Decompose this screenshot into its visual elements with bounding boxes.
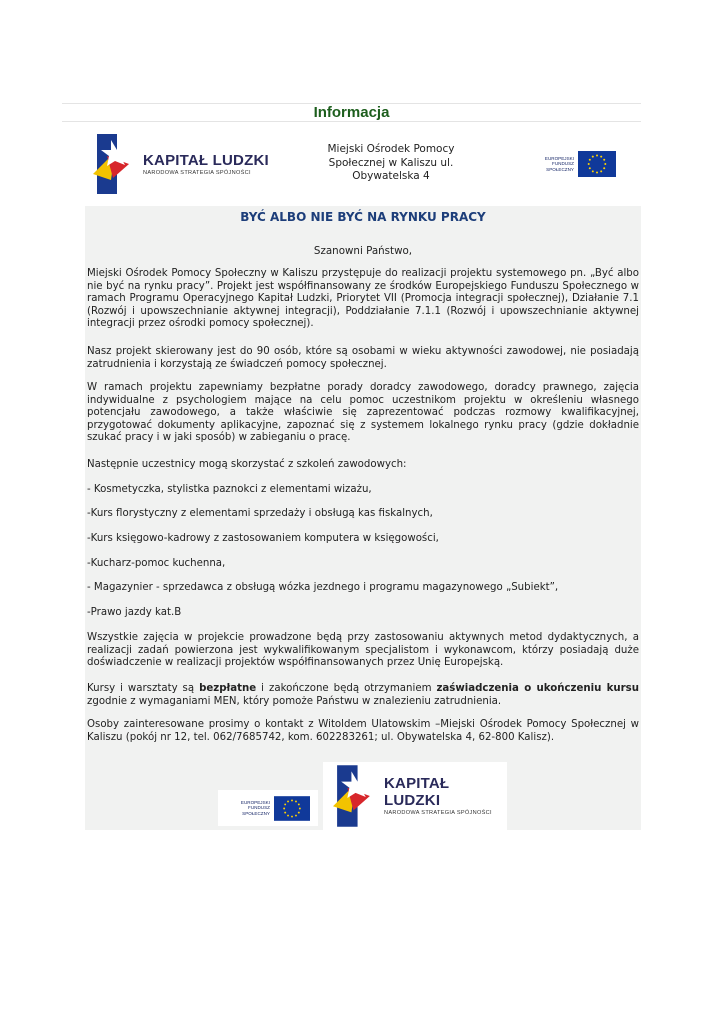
eu-fund-line1: EUROPEJSKI [544,155,574,161]
free-text: i zakończone będą otrzymaniem [256,683,437,694]
eu-fund-line2: FUNDUSZ SPOŁECZNY [242,805,270,816]
eu-flag-icon [274,796,310,821]
eu-fund-logo-footer [218,790,318,826]
address-line: Społecznej w Kaliszu ul. [328,156,454,169]
certificate-emphasis: zaświadczenia o ukończeniu kursu [436,683,639,694]
services-paragraph: W ramach projektu zapewniamy bezpłatne porady doradcy zawodowego, doradcy prawnego, zajęcia indywidualne z psychologiem mające na celu pomoc uczestnikom projektu w określeniu własnego potencjału zawodowego, a także właściwie się zaprezentować podczas rozmowy kwalifikacyjnej, przygotować dokumenty aplikacyjne, zapoznać się z systemem lokalnego rynku pracy (gdzie dokładnie szukać pracy i w jaki sposób) w zabieganiu o pracę. [87,382,639,443]
kapital-ludzki-logo-footer [323,762,507,830]
contact-paragraph: Osoby zainteresowane prosimy o kontakt z Witoldem Ulatowskim –Miejski Ośrodek Pomocy Społecznej w Kaliszu (pokój nr 12, tel. 062/7685742, kom. 602283261; ul. Obywatelska 4, 62-800 Kalisz). [87,719,639,743]
free-emphasis: bezpłatne [199,683,257,694]
announcement-content [85,206,641,830]
free-text: zgodnie z wymaganiami MEN, który pomoże Państwu w znalezieniu zatrudnienia. [87,695,502,707]
greeting: Szanowni Państwo, [313,245,413,257]
organization-address [313,143,469,184]
address-line: Obywatelska 4 [352,170,430,182]
eu-fund-line1: EUROPEJSKI [240,799,270,805]
eu-fund-logo [530,150,625,178]
kapital-ludzki-emblem-icon [333,765,376,827]
kapital-ludzki-emblem-icon [93,134,135,194]
project-intro-paragraph: Miejski Ośrodek Pomocy Społeczny w Kaliszu przystępuje do realizacji projektu systemowego pn. „Być albo nie być na rynku pracy”. Projekt jest współfinansowany ze środków Europejskiego Funduszu Społecznego w ramach Programu Operacyjnego Kapitał Ludzki, Priorytet VII (Promocja integracji społecznej), Działanie 7.1 (Rozwój i upowszechnianie aktywnej integracji), Poddziałanie 7.1.1 (Rozwój i upowszechnianie aktywnej integracji przez ośrodki pomocy społecznej). [87,268,639,329]
footer-logos [85,762,641,830]
course-item: -Prawo jazdy kat.B [87,607,182,618]
header-logos-row [85,126,641,206]
course-item: - Magazynier - sprzedawca z obsługą wózka jezdnego i programu magazynowego „Subiekt”, [87,582,559,593]
courses-intro-paragraph: Następnie uczestnicy mogą skorzystać z szkoleń zawodowych: [87,459,407,470]
address-line: Miejski Ośrodek Pomocy [327,143,455,155]
course-item: -Kurs księgowo-kadrowy z zastosowaniem komputera w księgowości, [87,533,439,544]
course-item: - Kosmetyczka, stylistka paznokci z elementami wizażu, [87,484,372,495]
target-group-paragraph: Nasz projekt skierowany jest do 90 osób, które są osobami w wieku aktywności zawodowej, nie posiadają zatrudnienia i korzystają ze świadczeń pomocy społecznej. [87,346,639,370]
project-heading: BYĆ ALBO NIE BYĆ NA RYNKU PRACY [240,210,486,224]
course-item: -Kurs florystyczny z elementami sprzedaży i obsługą kas fiskalnych, [87,508,433,519]
kapital-ludzki-title: KAPITAŁ LUDZKI [384,775,450,809]
kapital-ludzki-logo [93,134,283,194]
course-item: -Kucharz-pomoc kuchenna, [87,558,226,569]
eu-flag-icon [578,151,616,177]
kapital-ludzki-title: KAPITAŁ LUDZKI [143,151,269,169]
kapital-ludzki-subtitle: NARODOWA STRATEGIA SPÓJNOŚCI [143,169,251,176]
section-title: Informacja [313,104,390,121]
kapital-ludzki-subtitle: NARODOWA STRATEGIA SPÓJNOŚCI [384,810,492,816]
methods-paragraph: Wszystkie zajęcia w projekcie prowadzone będą przy zastosowaniu aktywnych metod dydaktycznych, a realizacji zadań powierzona jest wykwalifikowanym specjalistom i wykonawcom, którzy posiadają duże doświadczenie w realizacji projektów współfinansowanych przez Unię Europejską. [87,632,639,668]
free-courses-paragraph [87,683,639,708]
free-text: Kursy i warsztaty są [87,683,200,694]
eu-fund-line2: FUNDUSZ SPOŁECZNY [546,161,574,172]
title-divider [62,121,641,122]
